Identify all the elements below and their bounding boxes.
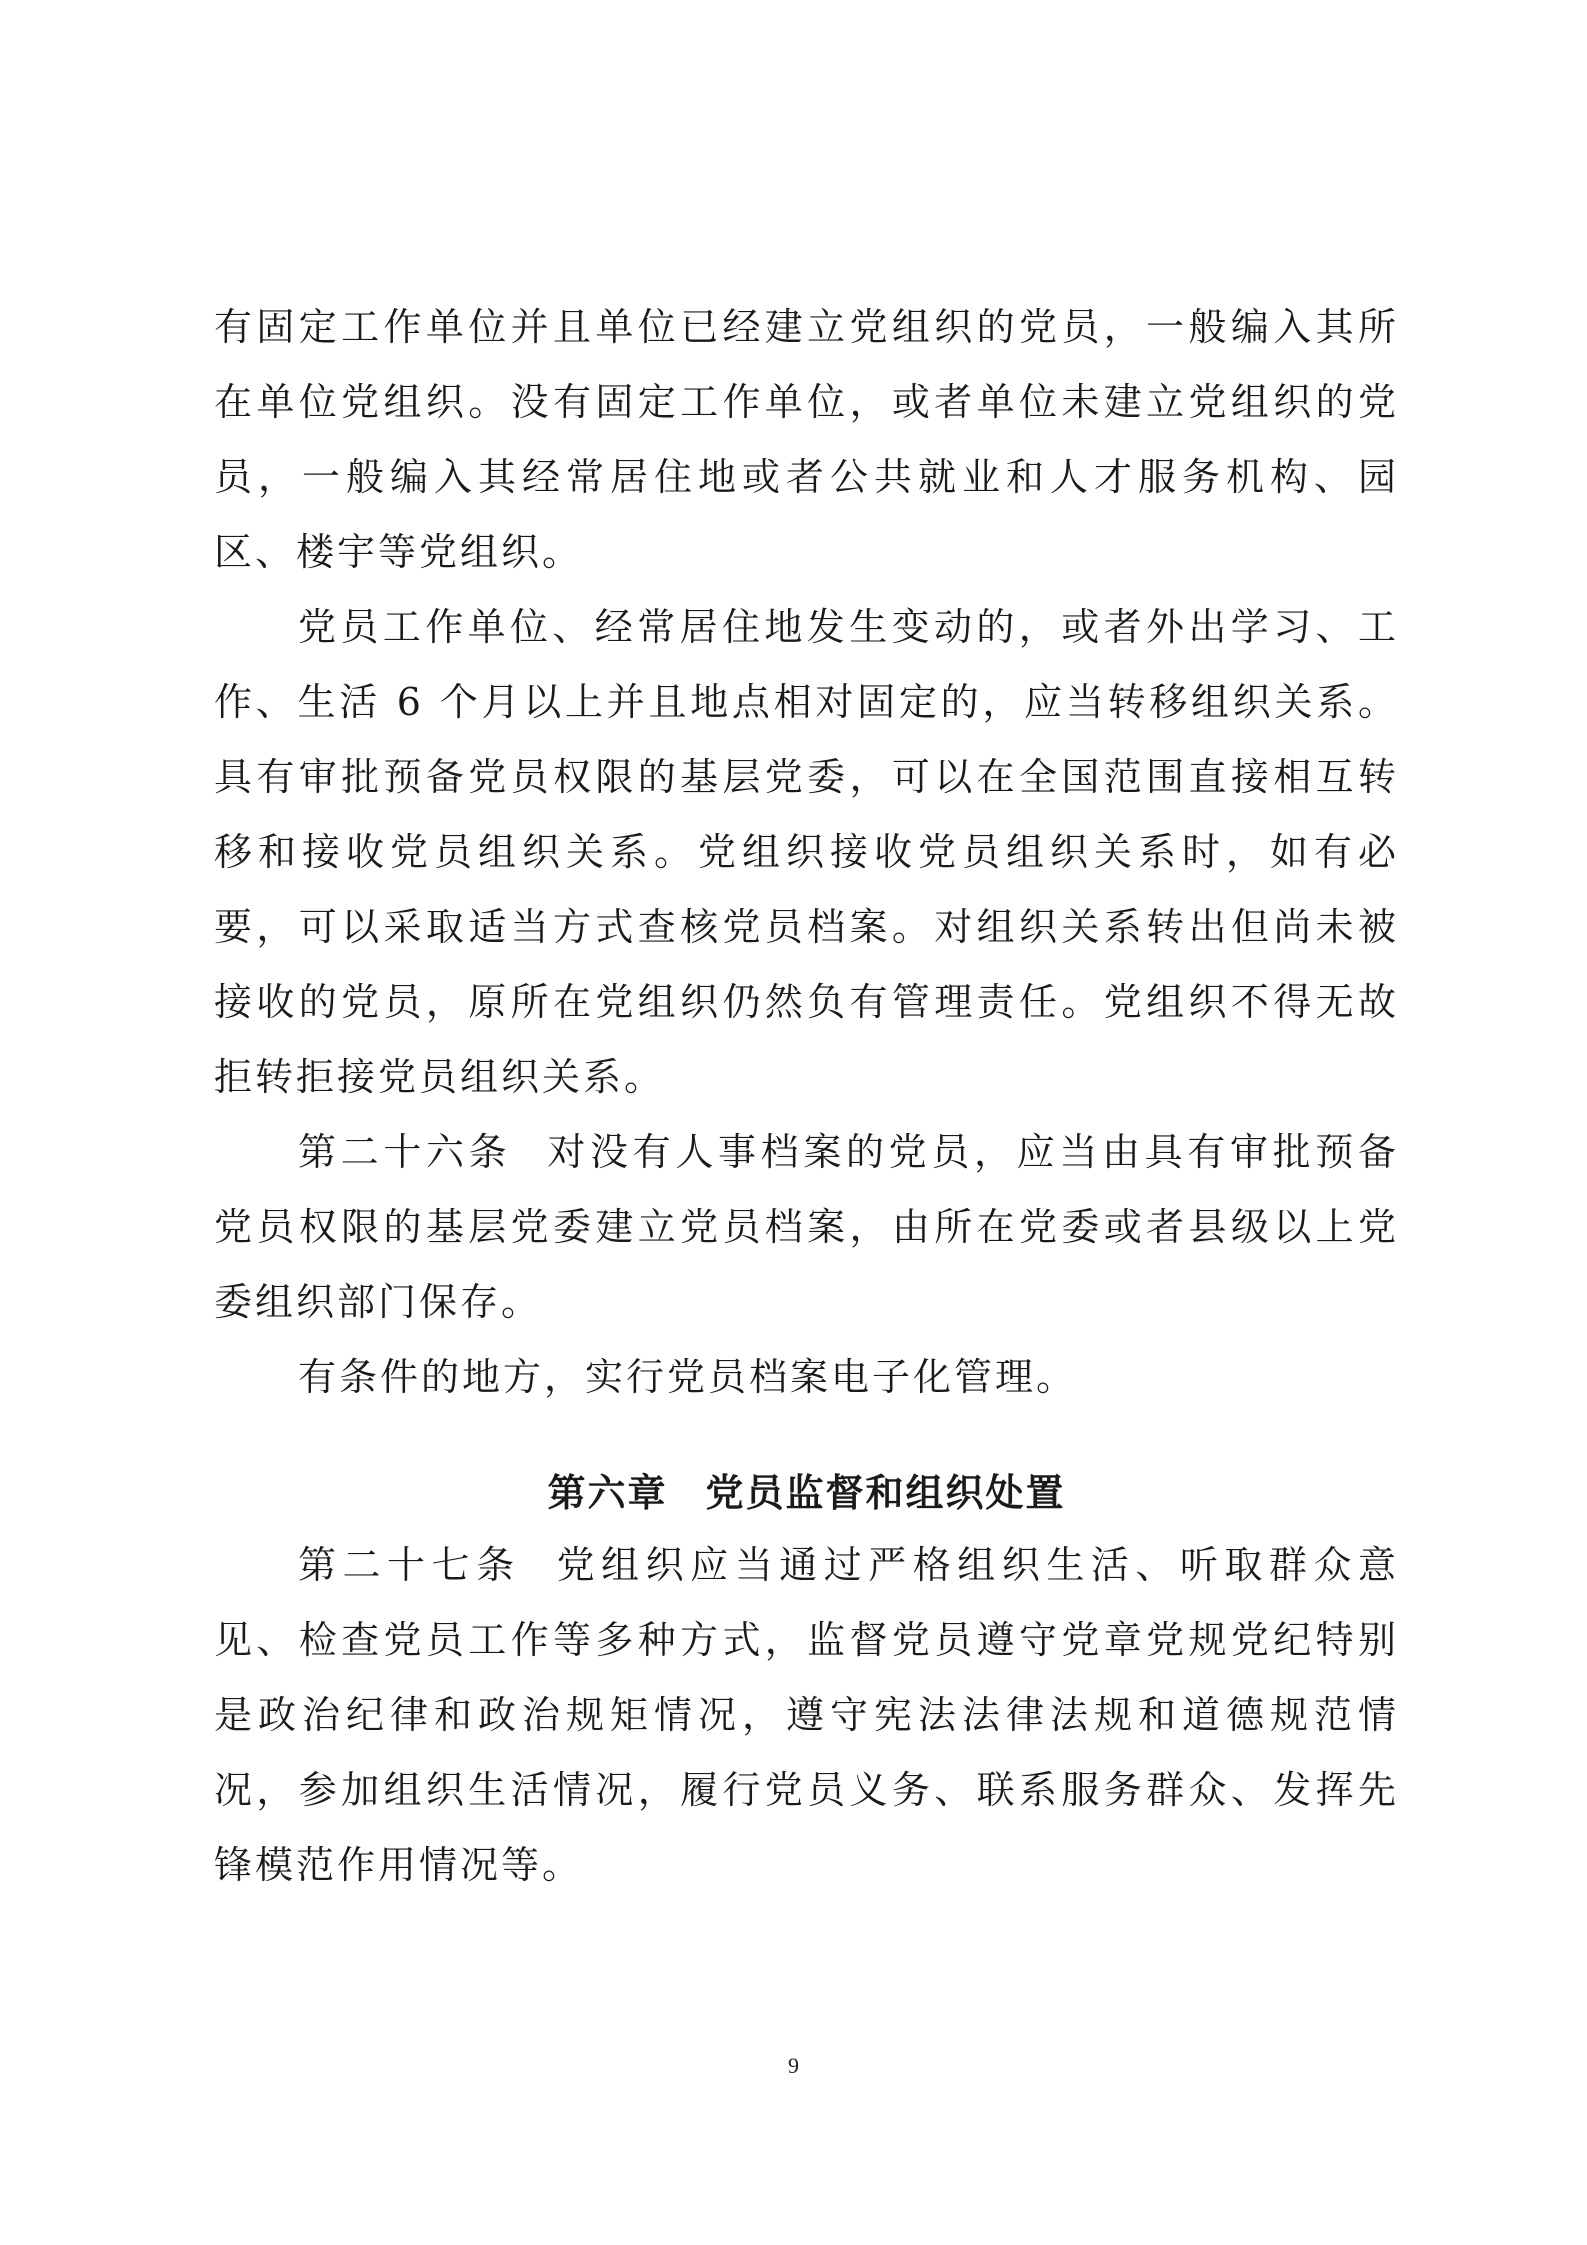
- document-body: [214, 290, 1399, 1903]
- paragraph-transfer-relations: 党员工作单位、经常居住地发生变动的，或者外出学习、工作、生活 6 个月以上并且地点相对固定的，应当转移组织关系。具有审批预备党员权限的基层党委，可以在全国范围直接相互转移和接收党员组织关系。党组织接收党员组织关系时，如有必要，可以采取适当方式查核党员档案。对组织关系转出但尚未被接收的党员，原所在党组织仍然负有管理责任。党组织不得无故拒转拒接党员组织关系。: [214, 605, 1399, 1099]
- chapter-number: 第六章: [547, 1471, 668, 1515]
- article-26-paragraph: [214, 1115, 1399, 1340]
- article-number: 第二十七条: [298, 1543, 521, 1587]
- chapter-heading: [214, 1458, 1399, 1528]
- chapter-title: 党员监督和组织处置: [705, 1471, 1066, 1515]
- paragraph-electronic-archives: 有条件的地方，实行党员档案电子化管理。: [298, 1355, 1078, 1399]
- article-number: 第二十六条: [298, 1130, 512, 1174]
- page-number: 9: [788, 2053, 799, 2078]
- paragraph-continuation: 有固定工作单位并且单位已经建立党组织的党员，一般编入其所在单位党组织。没有固定工作单位，或者单位未建立党组织的党员，一般编入其经常居住地或者公共就业和人才服务机构、园区、楼宇等党组织。: [214, 305, 1399, 574]
- article-27-text: 党组织应当通过严格组织生活、听取群众意见、检查党员工作等多种方式，监督党员遵守党章党规党纪特别是政治纪律和政治规矩情况，遵守宪法法律法规和道德规范情况，参加组织生活情况，履行党员义务、联系服务群众、发挥先锋模范作用情况等。: [214, 1543, 1399, 1887]
- article-27-paragraph: [214, 1528, 1399, 1903]
- article-26-text: 对没有人事档案的党员，应当由具有审批预备党员权限的基层党委建立党员档案，由所在党委或者县级以上党委组织部门保存。: [214, 1130, 1399, 1324]
